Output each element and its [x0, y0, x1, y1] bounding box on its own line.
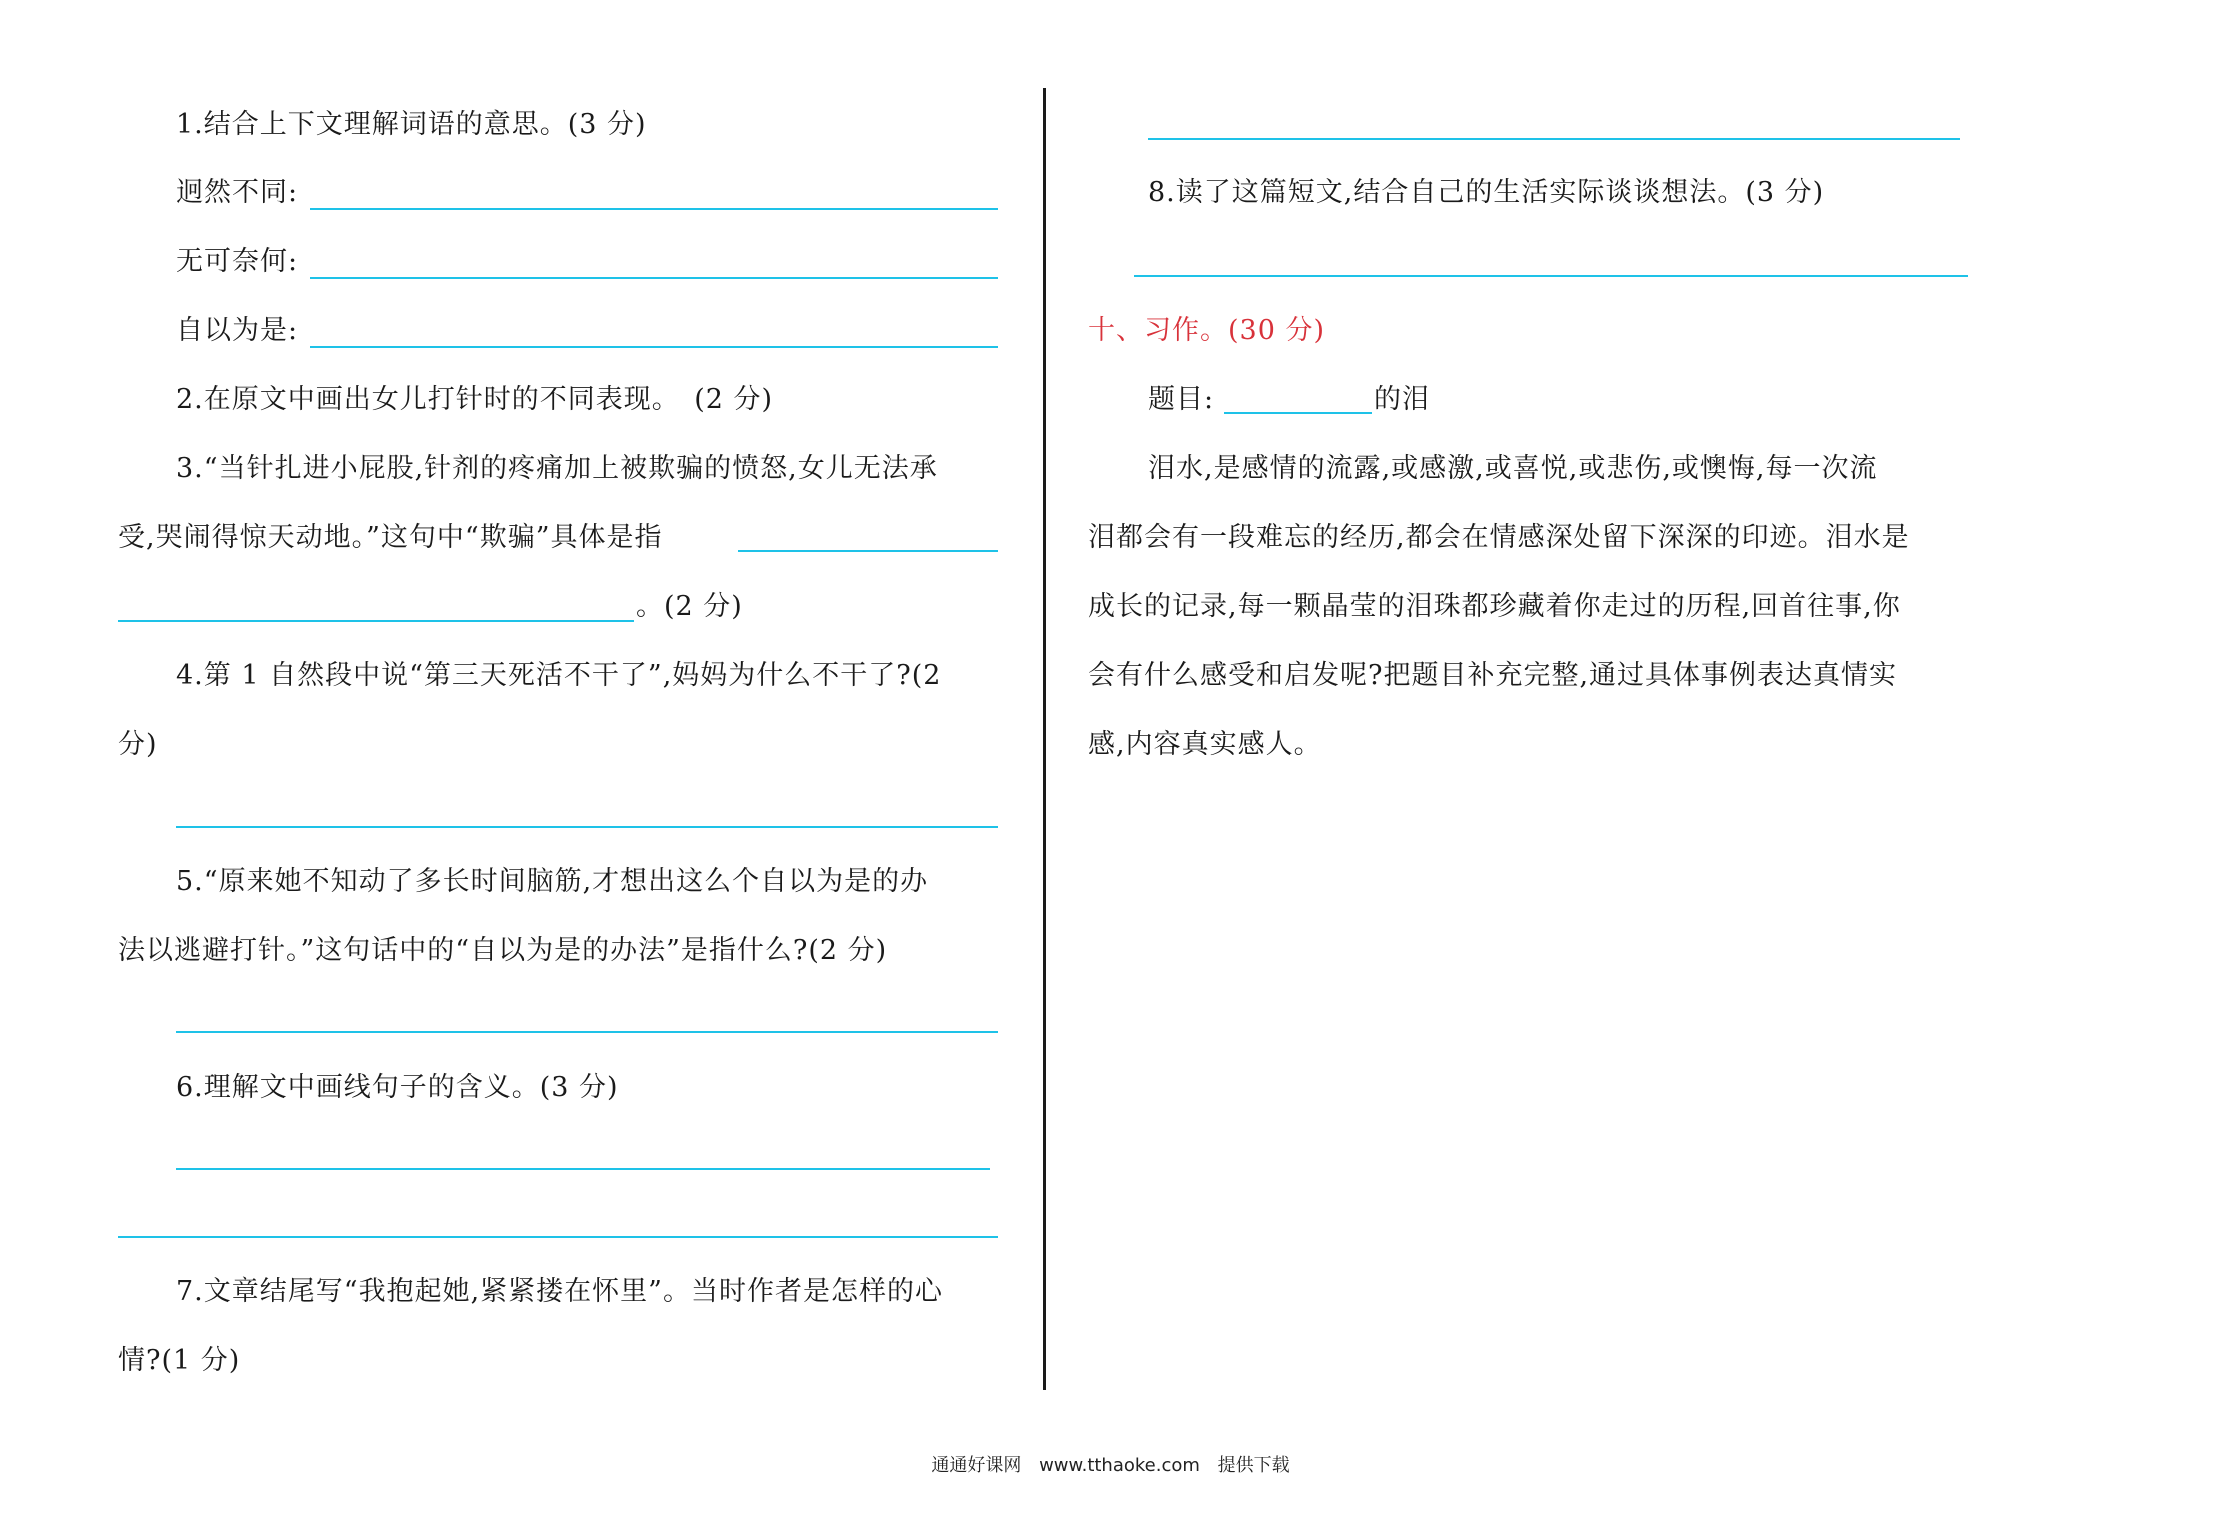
answer-blank[interactable]: [1134, 275, 1968, 277]
prompt-line: 会有什么感受和启发呢?把题目补充完整,通过具体事例表达真情实: [1088, 660, 1898, 691]
topic-blank[interactable]: [1224, 412, 1372, 414]
section-title: 十、习作。(30 分): [1088, 315, 1326, 346]
right-column: [1088, 0, 1970, 1440]
prompt-line: 成长的记录,每一颗晶莹的泪珠都珍藏着你走过的历程,回首往事,你: [1088, 591, 1901, 622]
prompt-line: 泪都会有一段难忘的经历,都会在情感深处留下深深的印迹。泪水是: [1088, 522, 1910, 553]
answer-blank[interactable]: [310, 346, 998, 348]
question-3-score: 。(2 分): [636, 591, 743, 622]
answer-blank[interactable]: [176, 1168, 990, 1170]
question-7-line-1: 7.文章结尾写“我抱起她,紧紧搂在怀里”。当时作者是怎样的心: [176, 1276, 943, 1307]
question-4-line-2: 分): [118, 729, 158, 760]
question-2: 2.在原文中画出女儿打针时的不同表现。 (2 分): [176, 384, 774, 415]
left-column: [118, 0, 1000, 1440]
answer-blank[interactable]: [118, 1236, 998, 1238]
q1-item-label: 迥然不同:: [176, 177, 299, 208]
question-4-line-1: 4.第 1 自然段中说“第三天死活不干了”,妈妈为什么不干了?(2: [176, 660, 942, 691]
question-5-line-1: 5.“原来她不知动了多长时间脑筋,才想出这么个自以为是的办: [176, 866, 929, 897]
topic-label: 题目:: [1148, 384, 1215, 415]
answer-blank[interactable]: [176, 1031, 998, 1033]
footer-url[interactable]: www.tthaoke.com: [1039, 1455, 1200, 1476]
column-divider: [1043, 88, 1046, 1390]
question-7-line-2: 情?(1 分): [118, 1345, 241, 1376]
question-8: 8.读了这篇短文,结合自己的生活实际谈谈想法。(3 分): [1148, 177, 1825, 208]
answer-blank[interactable]: [1148, 138, 1960, 140]
question-6: 6.理解文中画线句子的含义。(3 分): [176, 1072, 619, 1103]
question-1-title: 1.结合上下文理解词语的意思。(3 分): [176, 109, 647, 140]
topic-suffix: 的泪: [1374, 384, 1430, 415]
footer-note: 提供下载: [1217, 1455, 1290, 1476]
answer-blank[interactable]: [310, 208, 998, 210]
prompt-line: 泪水,是感情的流露,或感激,或喜悦,或悲伤,或懊悔,每一次流: [1148, 453, 1878, 484]
page-footer: [0, 1454, 2221, 1478]
prompt-line: 感,内容真实感人。: [1088, 729, 1322, 760]
q1-item-label: 自以为是:: [176, 315, 299, 346]
answer-blank[interactable]: [176, 826, 998, 828]
answer-blank[interactable]: [310, 277, 998, 279]
answer-blank[interactable]: [738, 550, 998, 552]
footer-site-name: 通通好课网: [931, 1455, 1022, 1476]
question-5-line-2: 法以逃避打针。”这句话中的“自以为是的办法”是指什么?(2 分): [118, 935, 888, 966]
q1-item-label: 无可奈何:: [176, 246, 299, 277]
question-3-line-2: 受,哭闹得惊天动地。”这句中“欺骗”具体是指: [118, 522, 663, 553]
question-3-line-1: 3.“当针扎进小屁股,针剂的疼痛加上被欺骗的愤怒,女儿无法承: [176, 453, 938, 484]
answer-blank[interactable]: [118, 620, 634, 622]
